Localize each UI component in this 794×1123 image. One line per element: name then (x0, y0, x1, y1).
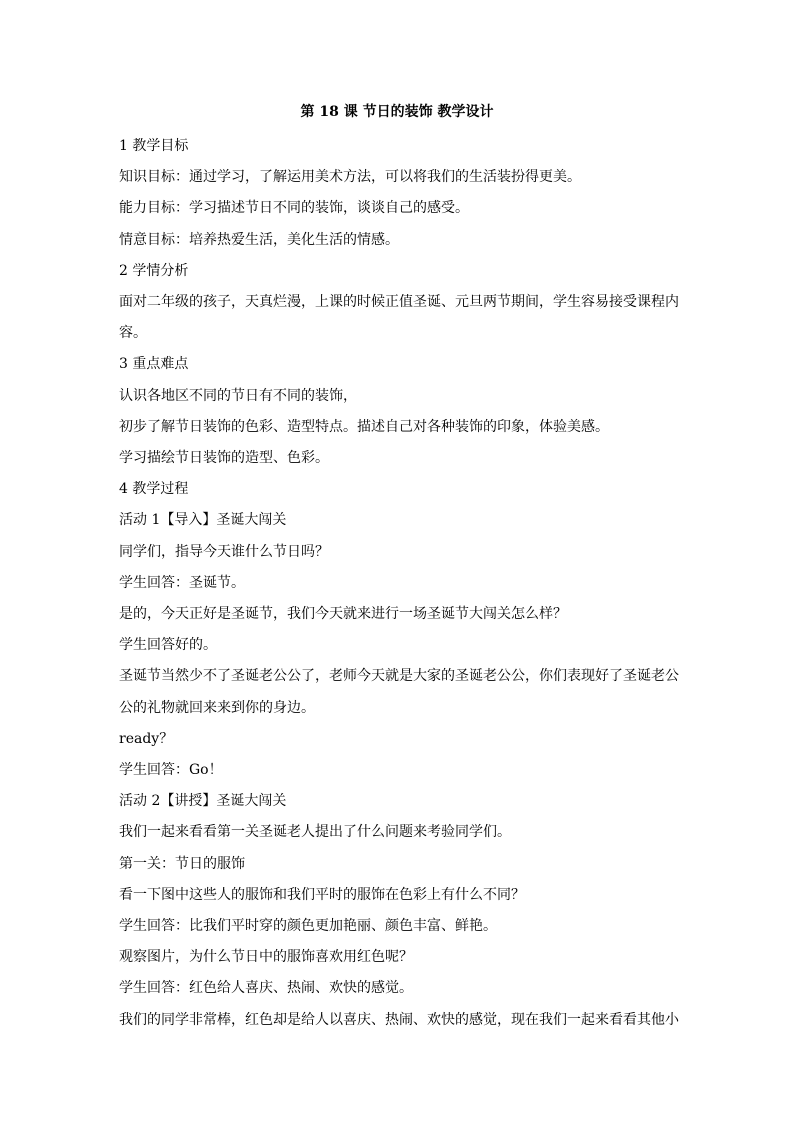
paragraph: 能力目标：学习描述节日不同的装饰，谈谈自己的感受。 (119, 200, 469, 217)
paragraph: 初步了解节日装饰的色彩、造型特点。描述自己对各种装饰的印象，体验美感。 (119, 418, 609, 435)
section-heading-objectives: 1 教学目标 (119, 138, 189, 154)
paragraph: 是的，今天正好是圣诞节，我们今天就来进行一场圣诞节大闯关怎么样？ (119, 606, 567, 623)
paragraph: 圣诞节当然少不了圣诞老公公了，老师今天就是大家的圣诞老公公，你们表现好了圣诞老公公的礼物就回来来到你的身边。 (119, 668, 679, 716)
paragraph: 学生回答：Go！ (119, 762, 223, 779)
paragraph: 学生回答好的。 (119, 637, 217, 654)
paragraph: 情意目标：培养热爱生活，美化生活的情感。 (119, 231, 399, 248)
paragraph: 第一关：节日的服饰 (119, 855, 245, 872)
paragraph: 学生回答：红色给人喜庆、热闹、欢快的感觉。 (119, 980, 413, 997)
paragraph: 我们的同学非常棒，红色却是给人以喜庆、热闹、欢快的感觉，现在我们一起来看看其他小 (119, 1011, 679, 1028)
paragraph: 知识目标：通过学习，了解运用美术方法，可以将我们的生活装扮得更美。 (119, 169, 581, 186)
activity-heading: 活动 1【导入】圣诞大闯关 (119, 512, 287, 529)
paragraph: 学生回答：圣诞节。 (119, 574, 245, 591)
paragraph: 面对二年级的孩子，天真烂漫，上课的时候正值圣诞、元旦两节期间，学生容易接受课程内容。 (119, 294, 679, 342)
paragraph: 我们一起来看看第一关圣诞老人提出了什么问题来考验同学们。 (119, 824, 511, 841)
section-heading-process: 4 教学过程 (119, 481, 189, 498)
paragraph: 学习描绘节日装饰的造型、色彩。 (119, 450, 329, 467)
paragraph: 学生回答：比我们平时穿的颜色更加艳丽、颜色丰富、鲜艳。 (119, 918, 497, 935)
section-heading-key-points: 3 重点难点 (119, 356, 189, 373)
document-title: 第 18 课 节日的装饰 教学设计 (300, 104, 494, 120)
paragraph: 同学们，指导今天谁什么节日吗？ (119, 543, 329, 560)
activity-heading: 活动 2【讲授】圣诞大闯关 (119, 793, 287, 810)
section-heading-analysis: 2 学情分析 (119, 262, 189, 279)
paragraph: 观察图片，为什么节日中的服饰喜欢用红色呢？ (119, 949, 413, 966)
paragraph: 认识各地区不同的节日有不同的装饰， (119, 387, 357, 404)
document-body (119, 131, 679, 1036)
paragraph: ready？ (119, 730, 174, 747)
paragraph: 看一下图中这些人的服饰和我们平时的服饰在色彩上有什么不同？ (119, 886, 525, 903)
